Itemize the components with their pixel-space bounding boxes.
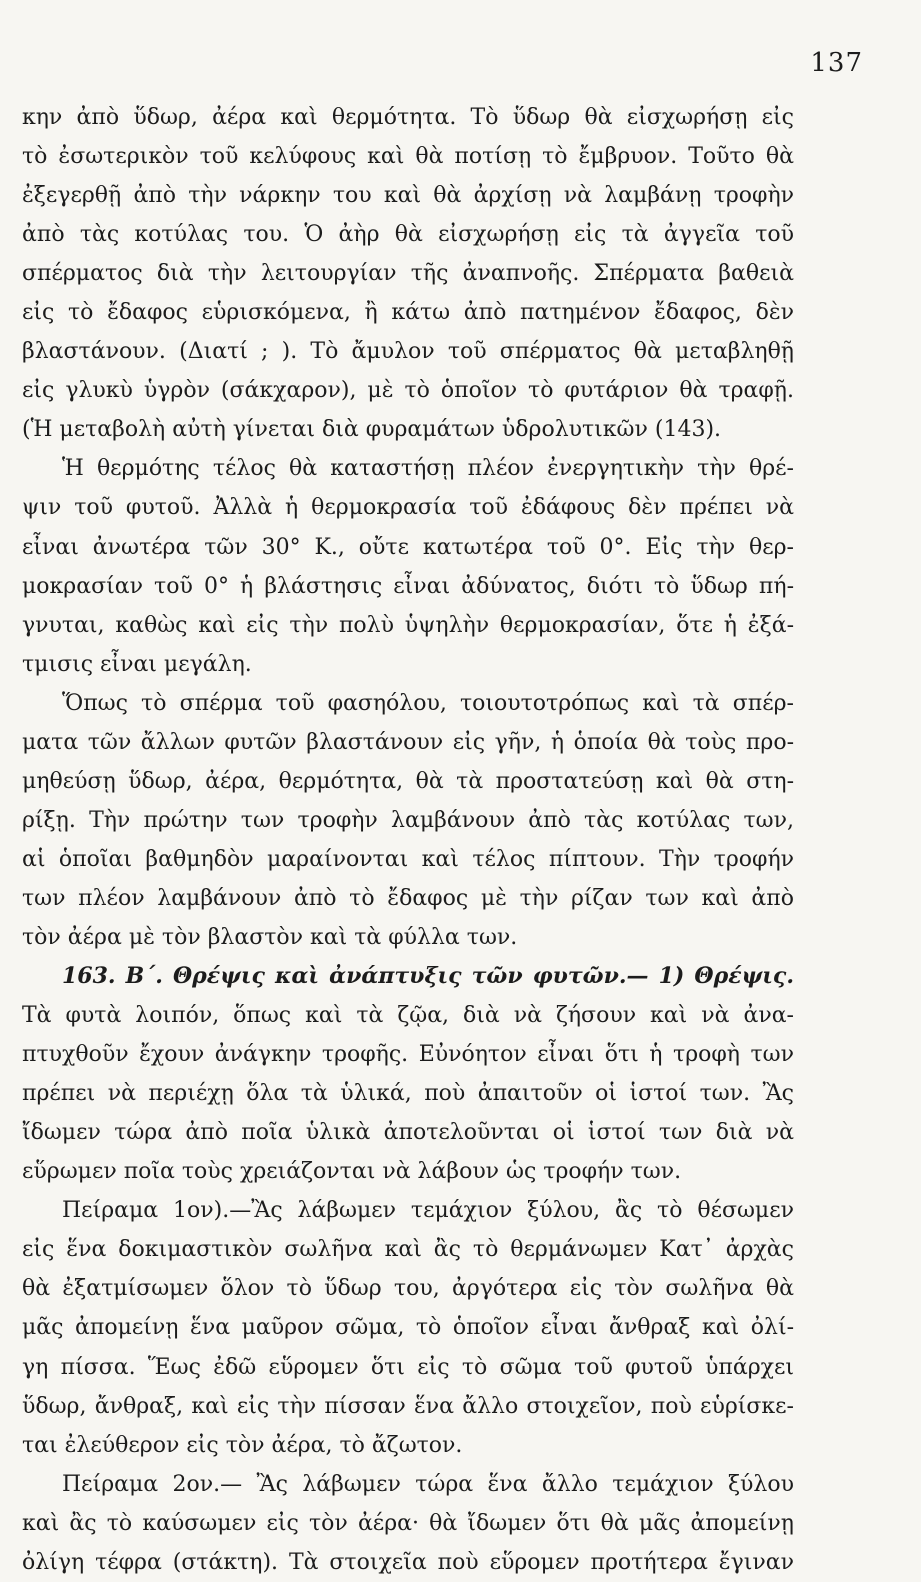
text-line: εἰς γλυκὺ ὑγρὸν (σάκχαρον), μὲ τὸ ὁποῖον τὸ φυτάριον θὰ τραφῇ. [22,378,794,404]
text-line: εἶναι ἀνωτέρα τῶν 30° Κ., οὔτε κατωτέρα τοῦ 0°. Εἰς τὴν θερ- [22,534,794,560]
text-line: (Ἡ μεταβολὴ αὐτὴ γίνεται διὰ φυραμάτων ὑδρολυτικῶν (143). [22,417,722,443]
text-line: εἰς τὸ ἔδαφος εὑρισκόμενα, ἢ κάτω ἀπὸ πατημένον ἔδαφος, δὲν [22,300,794,326]
text-line: κην ἀπὸ ὕδωρ, ἀέρα καὶ θερμότητα. Τὸ ὕδωρ θὰ εἰσχωρήσῃ εἰς [22,105,794,130]
text-line: σπέρματος διὰ τὴν λειτουργίαν τῆς ἀναπνοῆς. Σπέρματα βαθειὰ [22,261,794,287]
text-line: των πλέον λαμβάνουν ἀπὸ τὸ ἔδαφος μὲ τὴν ρίζαν των καὶ ἀπὸ [22,885,794,911]
text-line: ἴδωμεν τώρα ἀπὸ ποῖα ὑλικὰ ἀποτελοῦνται οἱ ἱστοί των διὰ νὰ [22,1120,794,1146]
text-line: βλαστάνουν. (Διατί ; ). Τὸ ἄμυλον τοῦ σπέρματος θὰ μεταβληθῇ [22,339,794,365]
text-line: Τὰ φυτὰ λοιπόν, ὅπως καὶ τὰ ζῷα, διὰ νὰ ζήσουν καὶ νὰ ἀνα- [22,1003,794,1029]
section-heading: 163. Β΄. Θρέψις καὶ ἀνάπτυξις τῶν φυτῶν.— 1) Θρέψις. [62,963,794,990]
text-line: Ἡ θερμότης τέλος θὰ καταστήσῃ πλέον ἐνεργητικὴν τὴν θρέ- [62,456,794,482]
text-line: εὕρωμεν ποῖα τοὺς χρειάζονται νὰ λάβουν ὡς τροφήν των. [22,1159,682,1185]
text-line: ματα τῶν ἄλλων φυτῶν βλαστάνουν εἰς γῆν, ἡ ὁποία θὰ τοὺς προ- [22,729,794,755]
text-line: μηθεύσῃ ὕδωρ, ἀέρα, θερμότητα, θὰ τὰ προστατεύσῃ καὶ θὰ στη- [22,768,794,794]
text-line: τὸ ἐσωτερικὸν τοῦ κελύφους καὶ θὰ ποτίσῃ τὸ ἔμβρυον. Τοῦτο θὰ [22,144,794,170]
text-line: μᾶς ἀπομείνῃ ἕνα μαῦρον σῶμα, τὸ ὁποῖον εἶναι ἄνθραξ καὶ ὀλί- [22,1315,794,1341]
text-line: ὀλίγη τέφρα (στάκτη). Τὰ στοιχεῖα ποὺ εὕρομεν προτήτερα ἔγιναν [22,1549,794,1575]
text-line: Ὅπως τὸ σπέρμα τοῦ φασηόλου, τοιουτοτρόπως καὶ τὰ σπέρ- [62,690,794,716]
text-line: ἐξεγερθῇ ἀπὸ τὴν νάρκην του καὶ θὰ ἀρχίσῃ νὰ λαμβάνῃ τροφὴν [22,183,794,209]
text-line: μοκρασίαν τοῦ 0° ἡ βλάστησις εἶναι ἀδύνατος, διότι τὸ ὕδωρ πή- [22,573,794,599]
text-line: γη πίσσα. Ἕως ἐδῶ εὕρομεν ὅτι εἰς τὸ σῶμα τοῦ φυτοῦ ὑπάρχει [22,1354,794,1380]
text-line: πτυχθοῦν ἔχουν ἀνάγκην τροφῆς. Εὐνόητον εἶναι ὅτι ἡ τροφὴ των [22,1042,794,1068]
text-line: ὕδωρ, ἄνθραξ, καὶ εἰς τὴν πίσσαν ἕνα ἄλλο στοιχεῖον, ποὺ εὑρίσκε- [22,1393,794,1419]
text-line: ται ἐλεύθερον εἰς τὸν ἀέρα, τὸ ἄζωτον. [22,1432,463,1458]
page-number: 137 [810,48,863,78]
text-line: θὰ ἐξατμίσωμεν ὅλον τὸ ὕδωρ του, ἀργότερα εἰς τὸν σωλῆνα θὰ [22,1276,794,1302]
text-line: τὸν ἀέρα μὲ τὸν βλαστὸν καὶ τὰ φύλλα των. [22,924,518,950]
text-line: ψιν τοῦ φυτοῦ. Ἀλλὰ ἡ θερμοκρασία τοῦ ἐδάφους δὲν πρέπει νὰ [22,495,794,521]
text-line: καὶ ἂς τὸ καύσωμεν εἰς τὸν ἀέρα· θὰ ἴδωμεν ὅτι θὰ μᾶς ἀπομείνῃ [22,1510,794,1536]
text-line: πρέπει νὰ περιέχῃ ὅλα τὰ ὑλικά, ποὺ ἀπαιτοῦν οἱ ἱστοί των. Ἂς [22,1081,794,1107]
text-line: γνυται, καθὼς καὶ εἰς τὴν πολὺ ὑψηλὴν θερμοκρασίαν, ὅτε ἡ ἐξά- [22,612,794,638]
text-line: Πείραμα 2ον.— Ἂς λάβωμεν τώρα ἕνα ἄλλο τεμάχιον ξύλου [62,1471,794,1497]
text-line: εἰς ἕνα δοκιμαστικὸν σωλῆνα καὶ ἂς τὸ θερμάνωμεν Κατ᾿ ἀρχὰς [22,1237,794,1263]
text-line: ἀπὸ τὰς κοτύλας του. Ὁ ἀὴρ θὰ εἰσχωρήσῃ εἰς τὰ ἀγγεῖα τοῦ [22,222,794,248]
body-text [22,98,794,1582]
text-line: ρίξῃ. Τὴν πρώτην των τροφὴν λαμβάνουν ἀπὸ τὰς κοτύλας των, [22,807,794,833]
text-line: τμισις εἶναι μεγάλη. [22,651,252,677]
text-line: αἱ ὁποῖαι βαθμηδὸν μαραίνονται καὶ τέλος πίπτουν. Τὴν τροφήν [22,846,794,872]
text-line: Πείραμα 1ον).—Ἂς λάβωμεν τεμάχιον ξύλου, ἂς τὸ θέσωμεν [62,1198,794,1224]
